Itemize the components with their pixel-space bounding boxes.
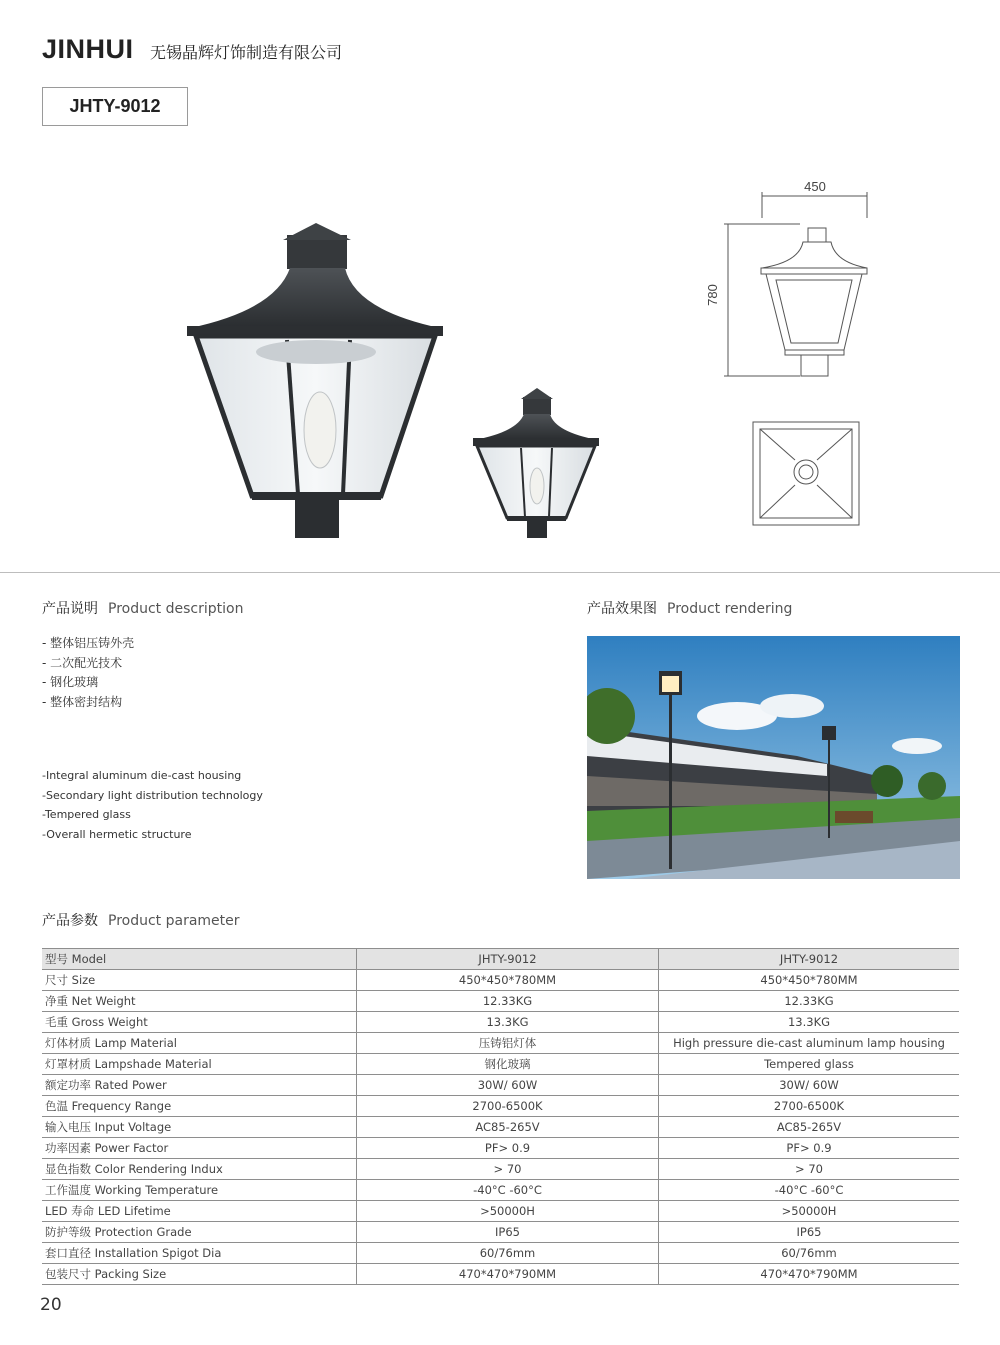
parameter-table [42,948,959,1285]
param-label: 色温 Frequency Range [42,1096,357,1117]
param-value-cn: AC85-265V [357,1117,659,1138]
table-row [42,1201,959,1222]
param-label: 型号 Model [42,949,357,970]
param-value-cn: 13.3KG [357,1012,659,1033]
param-value-cn: -40°C -60°C [357,1180,659,1201]
table-row [42,1096,959,1117]
param-value-en: IP65 [659,1222,960,1243]
rendering-title [587,598,792,618]
param-value-cn: > 70 [357,1159,659,1180]
table-row [42,1243,959,1264]
page-number: 20 [40,1295,62,1315]
description-list-cn [42,634,134,712]
table-row [42,1264,959,1285]
param-value-cn: 12.33KG [357,991,659,1012]
model-number-box [42,87,188,126]
parameter-title-en: Product parameter [108,913,240,929]
param-value-en: AC85-265V [659,1117,960,1138]
param-value-cn: 450*450*780MM [357,970,659,991]
table-row [42,1180,959,1201]
param-value-en: 13.3KG [659,1012,960,1033]
model-number: JHTY-9012 [69,96,161,116]
list-item: - 整体铝压铸外壳 [42,636,135,650]
param-value-cn: 60/76mm [357,1243,659,1264]
param-label: 功率因素 Power Factor [42,1138,357,1159]
param-value-cn: JHTY-9012 [357,949,659,970]
description-title-en: Product description [108,601,244,617]
param-value-cn: 30W/ 60W [357,1075,659,1096]
brand-logo: JINHUI [42,34,134,64]
small-lamp-photo [473,388,599,538]
table-row [42,1117,959,1138]
parameter-title-cn: 产品参数 [42,913,98,929]
rendering-title-cn: 产品效果图 [587,601,657,617]
param-label: 工作温度 Working Temperature [42,1180,357,1201]
list-item: -Tempered glass [42,808,131,821]
table-row [42,1159,959,1180]
param-value-en: PF> 0.9 [659,1138,960,1159]
product-images [0,140,1000,570]
param-label: 包装尺寸 Packing Size [42,1264,357,1285]
table-row [42,1222,959,1243]
param-value-cn: 470*470*790MM [357,1264,659,1285]
large-lamp-photo [187,223,443,538]
table-row [42,1012,959,1033]
param-value-en: High pressure die-cast aluminum lamp housing [659,1033,960,1054]
param-value-en: Tempered glass [659,1054,960,1075]
param-value-en: 12.33KG [659,991,960,1012]
table-row [42,949,959,970]
param-value-en: >50000H [659,1201,960,1222]
param-label: 额定功率 Rated Power [42,1075,357,1096]
list-item: -Secondary light distribution technology [42,788,263,802]
table-row [42,1054,959,1075]
param-value-en: 470*470*790MM [659,1264,960,1285]
param-label: 尺寸 Size [42,970,357,991]
param-value-cn: >50000H [357,1201,659,1222]
company-name: 无锡晶辉灯饰制造有限公司 [150,43,343,62]
param-value-cn: PF> 0.9 [357,1138,659,1159]
param-label: 输入电压 Input Voltage [42,1117,357,1138]
param-value-en: 30W/ 60W [659,1075,960,1096]
param-value-en: 60/76mm [659,1243,960,1264]
param-value-cn: 压铸铝灯体 [357,1033,659,1054]
param-value-en: -40°C -60°C [659,1180,960,1201]
param-value-cn: IP65 [357,1222,659,1243]
param-label: 套口直径 Installation Spigot Dia [42,1243,357,1264]
table-row [42,970,959,991]
param-value-en: > 70 [659,1159,960,1180]
param-value-cn: 2700-6500K [357,1096,659,1117]
list-item: - 钢化玻璃 [42,675,99,689]
param-value-en: 2700-6500K [659,1096,960,1117]
dimension-width-label: 450 [804,179,826,194]
dimension-drawing [724,192,867,525]
section-divider [0,572,1000,573]
description-title [42,598,243,618]
description-title-cn: 产品说明 [42,601,98,617]
param-label: 毛重 Gross Weight [42,1012,357,1033]
list-item: - 二次配光技术 [42,655,123,670]
product-rendering-image [587,636,960,879]
param-label: LED 寿命 LED Lifetime [42,1201,357,1222]
param-label: 灯体材质 Lamp Material [42,1033,357,1054]
param-value-en: JHTY-9012 [659,949,960,970]
param-value-cn: 钢化玻璃 [357,1054,659,1075]
list-item: - 整体密封结构 [42,694,123,709]
parameter-title [42,910,240,930]
rendering-title-en: Product rendering [667,601,793,617]
param-value-en: 450*450*780MM [659,970,960,991]
param-label: 防护等级 Protection Grade [42,1222,357,1243]
description-list-en [42,766,263,844]
param-label: 灯罩材质 Lampshade Material [42,1054,357,1075]
list-item: -Overall hermetic structure [42,827,192,841]
param-label: 显色指数 Color Rendering Indux [42,1159,357,1180]
table-row [42,1138,959,1159]
table-row [42,1033,959,1054]
table-row [42,1075,959,1096]
table-row [42,991,959,1012]
param-label: 净重 Net Weight [42,991,357,1012]
list-item: -Integral aluminum die-cast housing [42,769,242,782]
dimension-height-label: 780 [705,284,720,306]
